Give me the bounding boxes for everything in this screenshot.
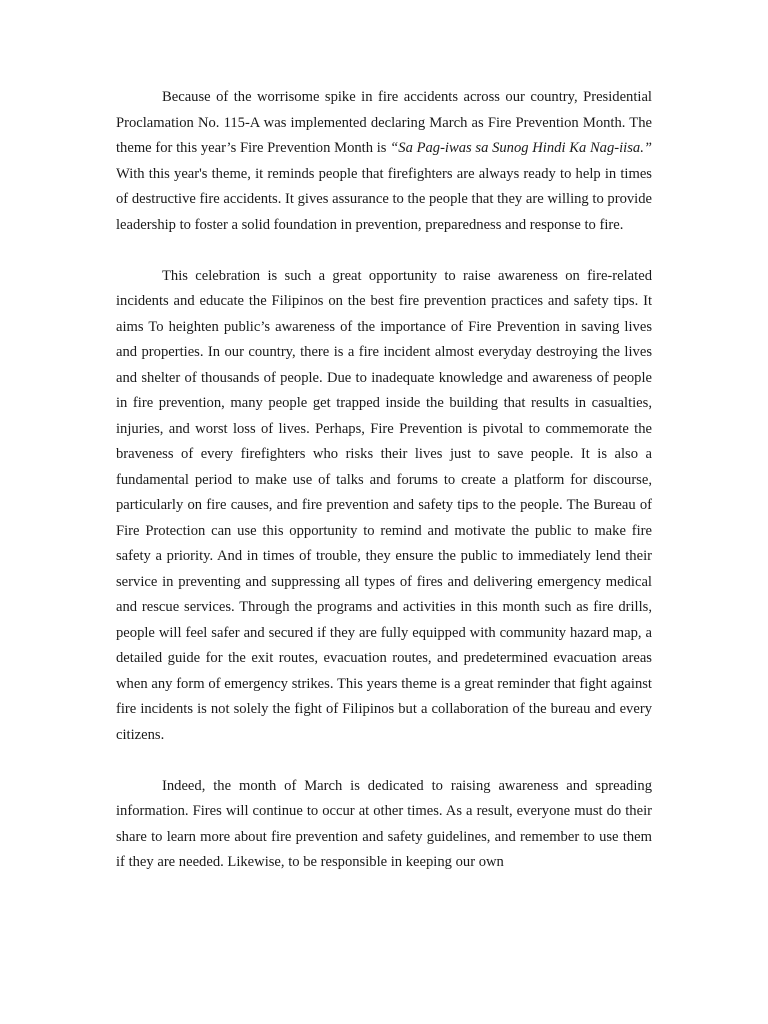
paragraph-celebration: This celebration is such a great opportunity to raise awareness on fire-related incidents and educate the Filipinos on the best fire prevention practices and safety tips. It aims To heighten public’s awareness of the importance of Fire Prevention in saving lives and properties. In our country, there is a fire incident almost everyday destroying the lives and shelter of thousands of people. Due to inadequate knowledge and awareness of people in fire prevention, many people get trapped inside the building that results in casualties, injuries, and worst loss of lives. Perhaps, Fire Prevention is pivotal to commemorate the braveness of every firefighters who risks their lives just to save people. It is also a fundamental period to make use of talks and forums to create a platform for discourse, particularly on fire causes, and fire prevention and safety tips to the people. The Bureau of Fire Protection can use this opportunity to remind and motivate the public to make fire safety a priority. And in times of trouble, they ensure the public to immediately lend their service in preventing and suppressing all types of fires and delivering emergency medical and rescue services. Through the programs and activities in this month such as fire drills, people will feel safer and secured if they are fully equipped with community hazard map, a detailed guide for the exit routes, evacuation routes, and predetermined evacuation areas when any form of emergency strikes. This years theme is a great reminder that fight against fire incidents is not solely the fight of Filipinos but a collaboration of the bureau and every citizens. <box>116 267 652 743</box>
theme-quote: “Sa Pag-iwas sa Sunog Hindi Ka Nag-iisa.” <box>390 140 652 156</box>
document-body <box>116 85 652 901</box>
paragraph-1-lead-text: Because of the worrisome spike in fire accidents across our country, Presidential Proclamation No. 115-A was implemented declaring March as Fire Prevention Month. The theme for this year’s Fire Prevention Month is <box>116 89 652 156</box>
paragraph-1-tail-text: With this year's theme, it reminds people that firefighters are always ready to help in times of destructive fire accidents. It gives assurance to the people that they are willing to provide leadership to foster a solid foundation in prevention, preparedness and response to fire. <box>116 165 652 233</box>
paragraph-march-awareness: Indeed, the month of March is dedicated to raising awareness and spreading information. Fires will continue to occur at other times. As a result, everyone must do their share to learn more about fire prevention and safety guidelines, and remember to use them if they are needed. Likewise, to be responsible in keeping our own <box>116 777 652 870</box>
paragraph-fire-prevention-month <box>116 85 652 238</box>
